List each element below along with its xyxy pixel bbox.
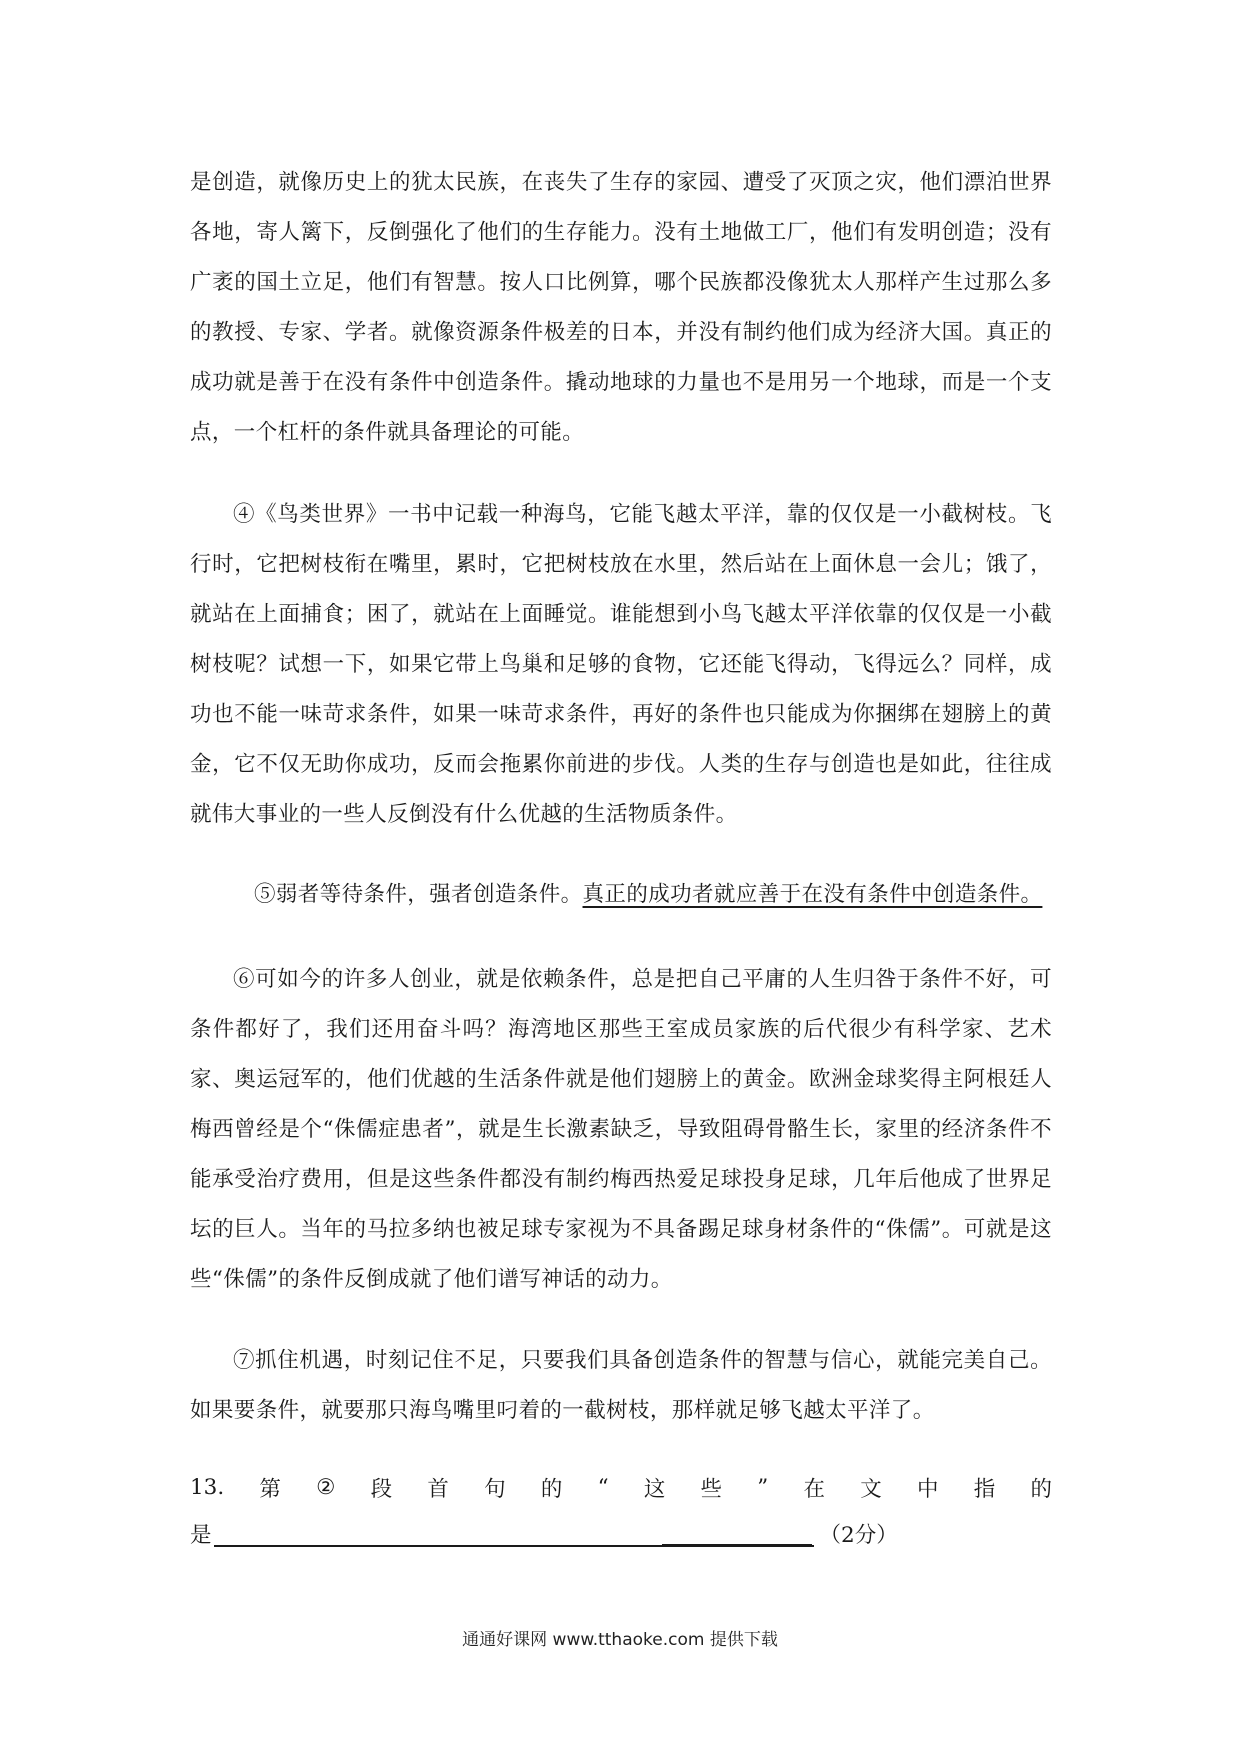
question-prefix: 是 [190,1522,212,1548]
question-char: 的 [1030,1476,1052,1502]
paragraph-6: ⑥可如今的许多人创业，就是依赖条件，总是把自己平庸的人生归咎于条件不好，可条件都好了，我们还用奋斗吗？海湾地区那些王室成员家族的后代很少有科学家、艺术家、奥运冠军的，他们优越的生活条件就是他们翅膀上的黄金。欧洲金球奖得主阿根廷人梅西曾经是个“侏儒症患者”，就是生长激素缺乏，导致阻碍骨骼生长，家里的经济条件不能承受治疗费用，但是这些条件都没有制约梅西热爱足球投身足球，几年后他成了世界足坛的巨人。当年的马拉多纳也被足球专家视为不具备踢足球身材条件的“侏儒”。可就是这些“侏儒”的条件反倒成就了他们谱写神话的动力。 [190,967,1052,1292]
question-number: 13. [190,1474,225,1500]
paragraph-3-continuation: 是创造，就像历史上的犹太民族，在丧失了生存的家园、遭受了灭顶之灾，他们漂泊世界各地，寄人篱下，反倒强化了他们的生存能力。没有土地做工厂，他们有发明创造；没有广袤的国土立足，他们有智慧。按人口比例算，哪个民族都没像犹太人那样产生过那么多的教授、专家、学者。就像资源条件极差的日本，并没有制约他们成为经济大国。真正的成功就是善于在没有条件中创造条件。撬动地球的力量也不是用另一个地球，而是一个支点，一个杠杆的条件就具备理论的可能。 [190,170,1052,445]
question-char: 首 [427,1476,449,1502]
question-char: 段 [370,1476,393,1502]
question-char: 第 [259,1476,281,1502]
question-char: 指 [973,1476,996,1502]
answer-blank-thick-segment [662,1544,812,1547]
question-char: 些 [700,1476,723,1502]
question-char: 句 [484,1476,506,1502]
paragraph-4: ④《鸟类世界》一书中记载一种海鸟，它能飞越太平洋，靠的仅仅是一小截树枝。飞行时，它把树枝衔在嘴里，累时，它把树枝放在水里，然后站在上面休息一会儿；饿了，就站在上面捕食；困了，就站在上面睡觉。谁能想到小鸟飞越太平洋依靠的仅仅是一小截树枝呢？试想一下，如果它带上鸟巢和足够的食物，它还能飞得动，飞得远么？同样，成功也不能一味苛求条件，如果一味苛求条件，再好的条件也只能成为你捆绑在翅膀上的黄金，它不仅无助你成功，反而会拖累你前进的步伐。人类的生存与创造也是如此，往往成就伟大事业的一些人反倒没有什么优越的生活物质条件。 [190,502,1052,827]
paragraph-5-underlined-sentence: 真正的成功者就应善于在没有条件中创造条件。 [582,882,1043,907]
question-13-line-2 [190,1508,898,1558]
question-char: 这 [643,1476,666,1502]
paragraph-5 [254,870,1054,920]
question-char: ” [757,1474,769,1500]
paragraph-7: ⑦抓住机遇，时刻记住不足，只要我们具备创造条件的智慧与信心，就能完美自己。如果要条件，就要那只海鸟嘴里叼着的一截树枝，那样就足够飞越太平洋了。 [190,1348,1052,1423]
footer-watermark: 通通好课网 www.tthaoke.com 提供下载 [462,1630,778,1650]
question-char: 中 [916,1476,939,1502]
question-char: 的 [540,1476,563,1502]
question-char: ② [316,1474,336,1500]
question-char: 在 [803,1476,826,1502]
question-char: “ [597,1474,609,1500]
question-char: 文 [860,1476,882,1502]
paragraph-5-text: ⑤弱者等待条件，强者创造条件。 [254,882,583,907]
answer-blank[interactable] [214,1519,814,1547]
question-13-line-1 [190,1462,1052,1512]
question-score: （2分） [819,1522,898,1548]
